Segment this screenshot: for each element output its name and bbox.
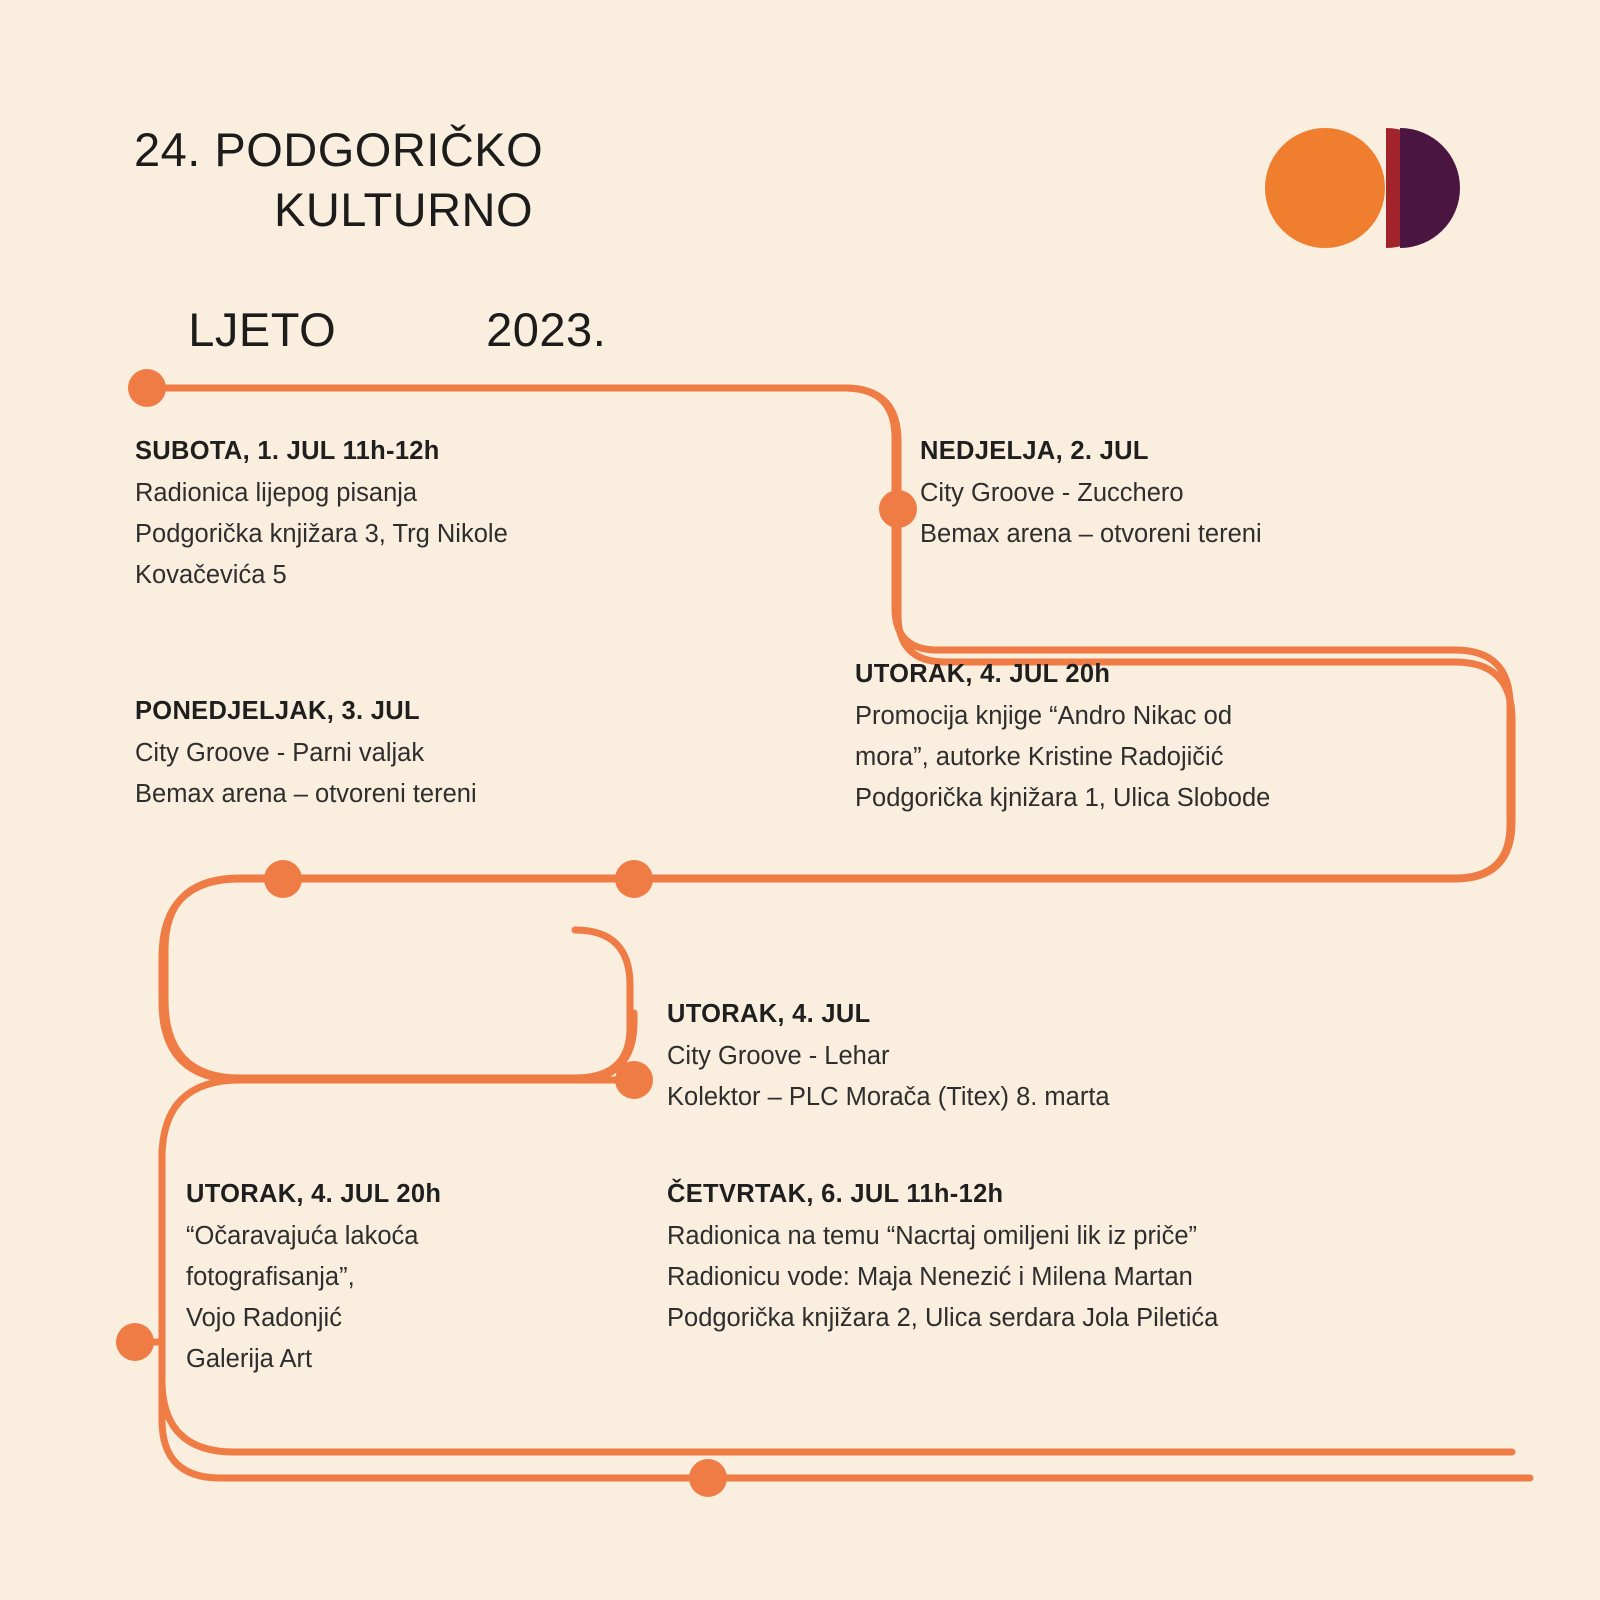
event-detail-line: Podgorička knjižara 3, Trg Nikole: [135, 520, 508, 548]
event-title: SUBOTA, 1. JUL 11h-12h: [135, 437, 440, 465]
event-detail-line: Kolektor – PLC Morača (Titex) 8. marta: [667, 1083, 1110, 1111]
timeline-dot-7: [689, 1459, 727, 1497]
event-card-cetvrtak: [667, 1180, 1218, 1339]
event-card-subota: [135, 437, 508, 596]
event-detail-line: Radionica lijepog pisanja: [135, 479, 418, 507]
event-detail-line: mora”, autorke Kristine Radojičić: [855, 743, 1224, 771]
event-detail-line: Vojo Radonjić: [186, 1304, 342, 1332]
event-detail-line: City Groove - Zucchero: [920, 479, 1184, 507]
timeline-dot-5: [615, 1061, 653, 1099]
title-line-3-left: LJETO: [188, 303, 337, 356]
title-line-2: KULTURNO: [274, 183, 534, 236]
event-detail-line: Kovačevića 5: [135, 561, 287, 589]
title-line-3-year: 2023.: [486, 303, 607, 356]
event-detail-line: Podgorička knjižara 2, Ulica serdara Jola Piletića: [667, 1304, 1219, 1332]
title-line-3: [134, 240, 834, 420]
event-card-nedjelja: [920, 437, 1262, 555]
event-card-utorak-knjiga: [855, 660, 1270, 819]
event-detail-line: fotografisanja”,: [186, 1263, 355, 1291]
event-title: PONEDJELJAK, 3. JUL: [135, 697, 420, 725]
timeline-dot-2: [879, 490, 917, 528]
event-title: ČETVRTAK, 6. JUL 11h-12h: [667, 1180, 1004, 1208]
event-detail-line: Podgorička kjnižara 1, Ulica Slobode: [855, 784, 1271, 812]
title-line-1: 24. PODGORIČKO: [134, 123, 544, 176]
timeline-dot-4: [615, 860, 653, 898]
event-detail-line: Bemax arena – otvoreni tereni: [135, 780, 477, 808]
event-detail-line: Radionicu vode: Maja Nenezić i Milena Martan: [667, 1263, 1193, 1291]
event-card-ponedjeljak: [135, 697, 477, 815]
event-card-utorak-foto: [186, 1180, 441, 1380]
timeline-dot-6: [116, 1323, 154, 1361]
event-detail-line: Promocija knjige “Andro Nikac od: [855, 702, 1232, 730]
event-detail-line: Bemax arena – otvoreni tereni: [920, 520, 1262, 548]
page-title: [134, 120, 834, 420]
event-detail-line: Radionica na temu “Nacrtaj omiljeni lik iz priče”: [667, 1222, 1198, 1250]
event-card-utorak-lehar: [667, 1000, 1110, 1118]
event-title: UTORAK, 4. JUL 20h: [855, 660, 1111, 688]
logo-shapes: [1190, 128, 1460, 248]
event-title: UTORAK, 4. JUL 20h: [186, 1180, 442, 1208]
event-title: NEDJELJA, 2. JUL: [920, 437, 1149, 465]
event-detail-line: Galerija Art: [186, 1345, 313, 1373]
event-detail-line: City Groove - Lehar: [667, 1042, 890, 1070]
event-detail-line: City Groove - Parni valjak: [135, 739, 425, 767]
timeline-dot-3: [264, 860, 302, 898]
event-detail-line: “Očaravajuća lakoća: [186, 1222, 419, 1250]
pkl-logo: [1190, 128, 1460, 248]
event-title: UTORAK, 4. JUL: [667, 1000, 871, 1028]
